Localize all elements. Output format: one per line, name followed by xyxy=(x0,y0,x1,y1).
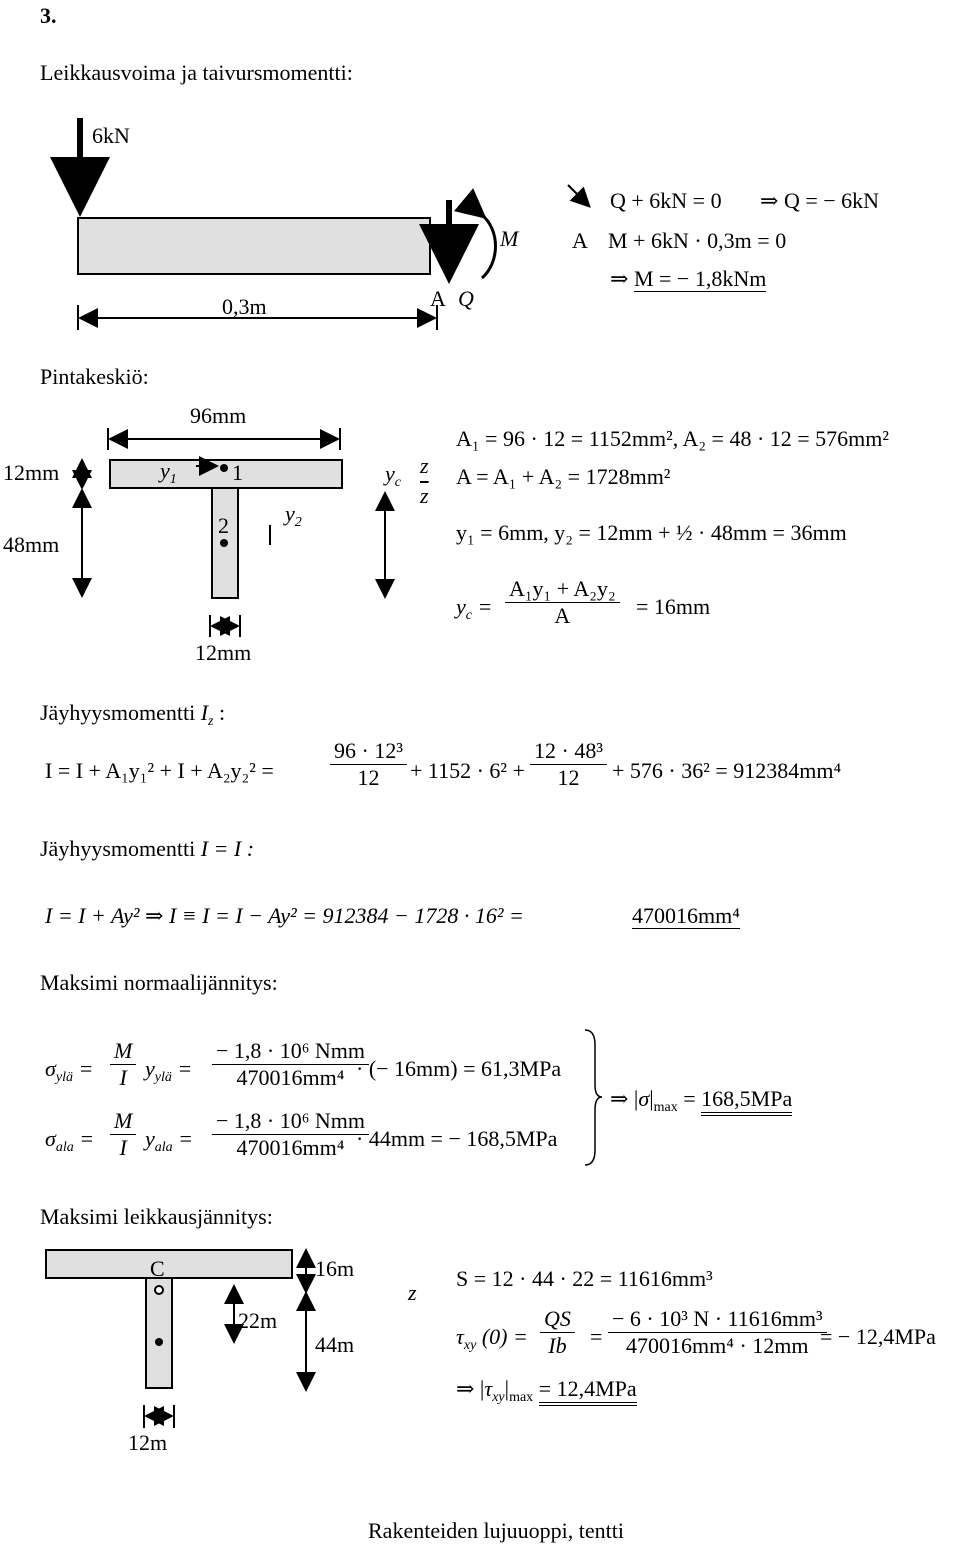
section-title-max-shear: Maksimi leikkausjännitys: xyxy=(40,1204,273,1229)
yc-denominator: A xyxy=(554,603,571,628)
tau-left: $\tau_{xy}$ (0) = xyxy=(456,1324,528,1353)
inertia-mid: + 1152 · 6² + xyxy=(410,758,525,783)
eq1-right-text: Q = − 6kN xyxy=(783,188,880,213)
max-normal-value: 168,5MPa xyxy=(701,1086,792,1116)
moment-label: M xyxy=(500,226,519,251)
brace xyxy=(585,1030,602,1165)
inertia-f2-den: 12 xyxy=(557,765,580,790)
label-1: 1 xyxy=(232,460,243,485)
upper-tail: · (− 16mm) = 61,3MPa xyxy=(356,1056,562,1081)
eq1-right: ⇒ Q = − 6kN xyxy=(760,188,880,213)
inertia-f1-den: 12 xyxy=(357,765,380,790)
footer: Rakenteiden lujuuoppi, tentti xyxy=(368,1518,625,1543)
sigma-lower-symbol: $\sigma_{ala}$ = xyxy=(45,1126,95,1155)
label-2: 2 xyxy=(218,513,229,538)
section-title-inertia-z: Jäyhyysmomentti $I_z$ : xyxy=(40,700,226,729)
inertia-z-title: Jäyhyysmomentti xyxy=(40,700,196,725)
sigma-upper-text: σ xyxy=(45,1056,56,1081)
inertia-zbar-result xyxy=(632,905,740,927)
upper-den: 470016mm⁴ xyxy=(236,1065,345,1090)
lower-m-over-i xyxy=(110,1110,136,1159)
lower-tail: · 44mm = − 168,5MPa xyxy=(356,1126,558,1151)
yc-text: y xyxy=(385,461,395,486)
beam-diagram xyxy=(78,118,588,330)
dim-12: 12m xyxy=(128,1430,168,1455)
yc-numerator: A₁y₁ + A₂y₂ xyxy=(505,578,620,603)
load-label: 6kN xyxy=(92,123,130,148)
tau-result: = − 12,4MPa xyxy=(820,1324,936,1349)
moment-arrow xyxy=(482,215,496,278)
web-width: 12mm xyxy=(195,640,252,665)
label-y2: $y_2$ xyxy=(285,501,302,530)
inertia-zbar-eq: I = I + Ay² ⇒ I ≡ I = I − Ay² = 912384 − 1728 · 16² = xyxy=(45,903,524,928)
total-area-eq: A = A₁ + A₂ = 1728mm² xyxy=(456,464,671,489)
lower-m: M xyxy=(110,1110,136,1135)
dim-22: 22m xyxy=(238,1308,278,1333)
tau-frac2 xyxy=(608,1308,827,1357)
tau-left-text: (0) = xyxy=(481,1324,528,1349)
yc-fraction xyxy=(505,578,620,627)
flange-thickness: 12mm xyxy=(3,460,60,485)
upper-i: I xyxy=(119,1065,127,1090)
inertia-zbar-title: Jäyhyysmomentti xyxy=(40,836,196,861)
inertia-f2-num: 12 · 48³ xyxy=(530,740,607,765)
lower-num: − 1,8 · 10⁶ Nmm xyxy=(212,1110,369,1135)
upper-num: − 1,8 · 10⁶ Nmm xyxy=(212,1040,369,1065)
y-values-eq: y₁ = 6mm, y₂ = 12mm + ½ · 48mm = 36mm xyxy=(456,520,847,545)
tau-equals: = xyxy=(590,1324,603,1349)
dim-16: 16m xyxy=(315,1256,355,1281)
shear-label-z: z xyxy=(408,1280,417,1305)
problem-number: 3. xyxy=(40,3,57,28)
section-title-centroid: Pintakeskiö: xyxy=(40,364,149,389)
yc-result: = 16mm xyxy=(636,594,711,619)
eq2: M + 6kN · 0,3m = 0 xyxy=(608,228,787,253)
section-title-inertia-zbar xyxy=(40,838,254,860)
dim-44: 44m xyxy=(315,1332,355,1357)
length-label: 0,3m xyxy=(222,294,267,319)
eq3-text: M = − 1,8kNm xyxy=(633,266,767,291)
inertia-z-result: + 576 · 36² = 912384mm⁴ xyxy=(612,758,842,783)
section-title-max-normal: Maksimi normaalijännitys: xyxy=(40,970,278,995)
beam xyxy=(78,218,430,274)
section-title-shear-moment: Leikkausvoima ja taivursmomentti: xyxy=(40,60,353,85)
y-lower: $y_{ala}$ = xyxy=(145,1126,194,1155)
tau-num2: − 6 · 10³ N · 11616mm³ xyxy=(608,1308,827,1333)
inertia-f2 xyxy=(530,740,607,789)
section-width: 96mm xyxy=(190,403,247,428)
tau-num1: QS xyxy=(540,1308,575,1333)
shear-section xyxy=(46,1250,306,1428)
upper-frac xyxy=(212,1040,369,1089)
upper-m-over-i xyxy=(110,1040,136,1089)
label-zbar: $\overline{z}$ xyxy=(420,483,429,508)
point-a-label: A xyxy=(430,286,446,311)
tau-den1: Ib xyxy=(548,1333,567,1358)
inertia-f1 xyxy=(330,740,407,789)
eq1-left: Q + 6kN = 0 xyxy=(610,188,722,213)
web-height: 48mm xyxy=(3,532,60,557)
y2-text: y xyxy=(285,501,295,526)
upper-m: M xyxy=(110,1040,136,1065)
inertia-zbar-label: I = I : xyxy=(200,836,255,861)
inertia-zbar-result-text: 470016mm⁴ xyxy=(632,903,740,928)
label-yc: $y_c$ xyxy=(385,461,401,490)
inertia-f1-num: 96 · 12³ xyxy=(330,740,407,765)
lower-i: I xyxy=(119,1135,127,1160)
shear-label: Q xyxy=(458,286,474,311)
tau-max-value: = 12,4MPa xyxy=(539,1376,637,1406)
lower-frac xyxy=(212,1110,369,1159)
label-z: z xyxy=(420,453,429,478)
sigma-upper-sub: ylä xyxy=(55,1070,73,1085)
tau-den2: 470016mm⁴ · 12mm xyxy=(626,1333,809,1358)
eq3: ⇒ M = − 1,8kNm xyxy=(610,266,767,291)
tau-max: ⇒ $|\tau_{xy}|_{max} = 12,4MPa$ xyxy=(456,1376,637,1405)
s-equation: S = 12 · 44 · 22 = 11616mm³ xyxy=(456,1266,713,1291)
yc-symbol: $y_c$ = xyxy=(456,594,493,623)
y-upper: $y_{ylä}$ = xyxy=(145,1056,193,1085)
y1-text: y xyxy=(160,458,170,483)
label-y1: $y_1$ xyxy=(160,458,177,487)
inertia-z-left: I = I + A₁y₁² + I + A₂y₂² = xyxy=(45,758,274,783)
areas-eq: A₁ = 96 · 12 = 1152mm², A₂ = 48 · 12 = 576mm² xyxy=(456,426,890,451)
label-c: C xyxy=(150,1256,165,1281)
sigma-lower-sub: ala xyxy=(55,1140,74,1155)
sigma-upper-symbol: $\sigma_{ylä}$ = xyxy=(45,1056,94,1085)
max-sub: max xyxy=(653,1100,678,1115)
eq2-label: A xyxy=(572,228,588,253)
max-normal-result: ⇒ $|\sigma|_{max} = 168,5MPa$ xyxy=(610,1086,793,1115)
tau-frac1 xyxy=(540,1308,575,1357)
lower-den: 470016mm⁴ xyxy=(236,1135,345,1160)
